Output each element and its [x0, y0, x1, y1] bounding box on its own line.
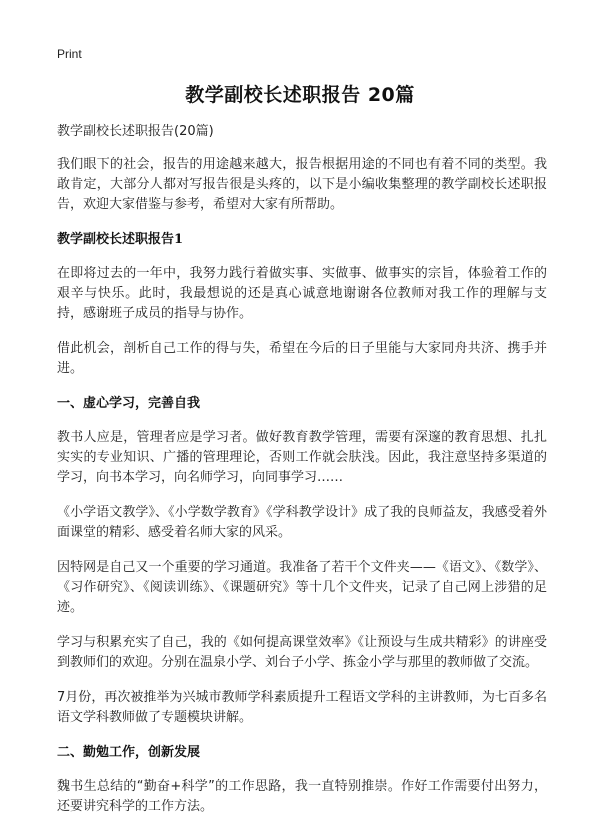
subheading-learning: 一、虚心学习，完善自我	[57, 396, 201, 411]
subheading-diligence: 二、勤勉工作，创新发展	[57, 745, 201, 760]
paragraph-1: 在即将过去的一年中，我努力践行着做实事、实做事、做事实的宗旨，体验着工作的艰辛与快乐。此时，我最想说的还是真心诚意地谢谢各位教师对我工作的理解与支持，感谢班子成员的指导与协作。	[57, 266, 547, 321]
document-body	[57, 122, 547, 832]
paragraph-4: 《小学语文教学》、《小学数学教育》《学科教学设计》成了我的良师益友，我感受着外面课堂的精彩、感受着名师大家的风采。	[57, 505, 547, 540]
paragraph-2: 借此机会，剖析自己工作的得与失，希望在今后的日子里能与大家同舟共济、携手并进。	[57, 341, 547, 376]
document-title: 教学副校长述职报告 20篇	[185, 84, 415, 106]
intro-paragraph: 我们眼下的社会，报告的用途越来越大，报告根据用途的不同也有着不同的类型。我敢肯定，大部分人都对写报告很是头疼的，以下是小编收集整理的教学副校长述职报告，欢迎大家借鉴与参考，希望对大家有所帮助。	[57, 157, 547, 212]
paragraph-7: 7月份，再次被推举为兴城市教师学科素质提升工程语文学科的主讲教师，为七百多名语文学科教师做了专题模块讲解。	[57, 690, 547, 725]
paragraph-6: 学习与积累充实了自己，我的《如何提高课堂效率》《让预设与生成共精彩》的讲座受到教师们的欢迎。分别在温泉小学、刘台子小学、拣金小学与那里的教师做了交流。	[57, 635, 547, 670]
paragraph-3: 教书人应是，管理者应是学习者。做好教育教学管理，需要有深邃的教育思想、扎扎实实的专业知识、广播的管理理论，否则工作就会肤浅。因此，我注意坚持多渠道的学习，向书本学习，向名师学习，向同事学习……	[57, 430, 547, 485]
paragraph-5: 因特网是自己又一个重要的学习通道。我准备了若干个文件夹——《语文》、《数学》、《习作研究》、《阅读训练》、《课题研究》等十几个文件夹，记录了自己网上涉猎的足迹。	[57, 560, 547, 615]
paragraph-8: 魏书生总结的“勤奋+科学”的工作思路，我一直特别推崇。作好工作需要付出努力，还要讲究科学的工作方法。	[57, 779, 547, 814]
document-subtitle: 教学副校长述职报告(20篇)	[57, 124, 214, 139]
section-heading-report-1: 教学副校长述职报告1	[57, 232, 184, 247]
print-link[interactable]: Print	[57, 47, 82, 61]
